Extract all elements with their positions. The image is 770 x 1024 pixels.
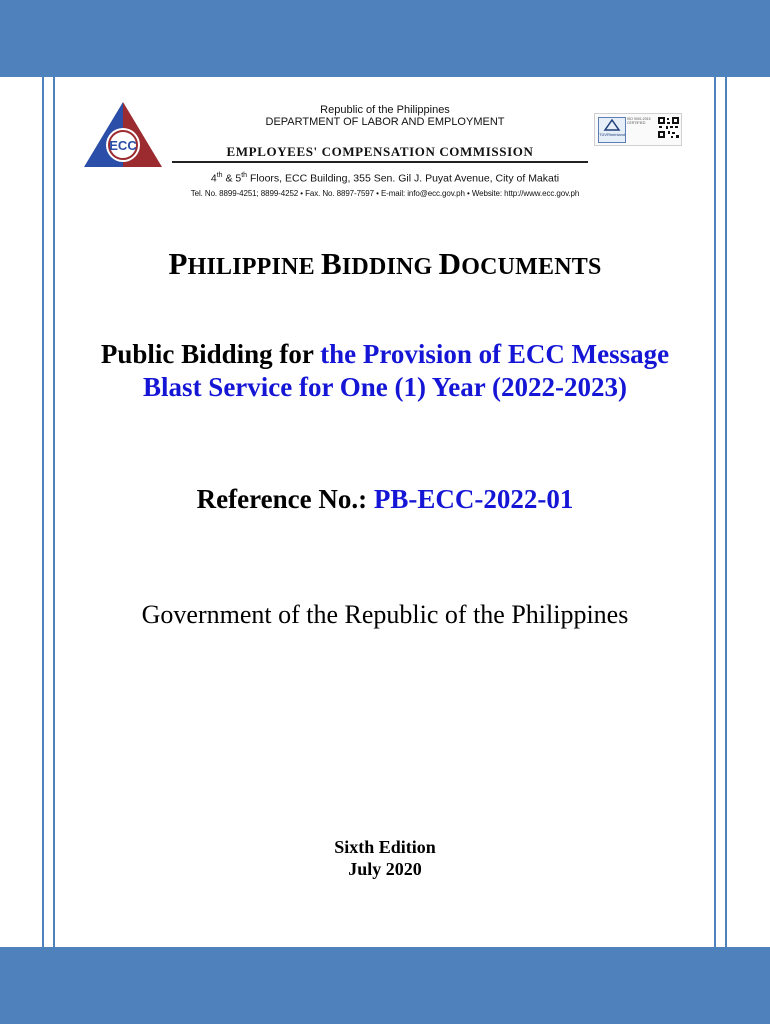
certification-mark xyxy=(594,113,682,146)
edition-block xyxy=(0,836,770,880)
header-rule xyxy=(172,161,588,163)
qr-code-icon xyxy=(658,117,679,138)
top-banner xyxy=(0,0,770,77)
project-name: the Provision of ECC Message Blast Service for One (1) Year (2022-2023) xyxy=(143,339,670,402)
republic-line: Republic of the Philippines xyxy=(320,104,450,116)
reference-value: PB-ECC-2022-01 xyxy=(373,484,574,514)
department-line: DEPARTMENT OF LABOR AND EMPLOYMENT xyxy=(265,116,505,128)
cert-note: ISO 9001:2015 CERTIFIED xyxy=(627,117,651,125)
government-line: Government of the Republic of the Philippines xyxy=(141,600,629,629)
edition-date: July 2020 xyxy=(348,859,422,879)
reference-number: Reference No.: PB-ECC-2022-01 xyxy=(196,484,574,514)
edition-label: Sixth Edition xyxy=(334,837,436,857)
bottom-banner xyxy=(0,947,770,1024)
logo-text: ECC xyxy=(109,138,137,153)
address-line: 4th & 5th Floors, ECC Building, 355 Sen. Gil J. Puyat Avenue, City of Makati xyxy=(210,172,560,185)
tuv-badge-icon: TÜVRheinland xyxy=(598,117,626,143)
document-title: PHILIPPINE BIDDING DOCUMENTS xyxy=(168,246,602,281)
project-title: Public Bidding for the Provision of ECC Message Blast Service for One (1) Year (2022-2023) xyxy=(100,339,670,402)
agency-name: EMPLOYEES' COMPENSATION COMMISSION xyxy=(226,144,534,159)
contact-line: Tel. No. 8899-4251; 8899-4252 • Fax. No. 8897-7597 • E-mail: info@ecc.gov.ph • Website: http://www.ecc.gov.ph xyxy=(190,189,580,198)
